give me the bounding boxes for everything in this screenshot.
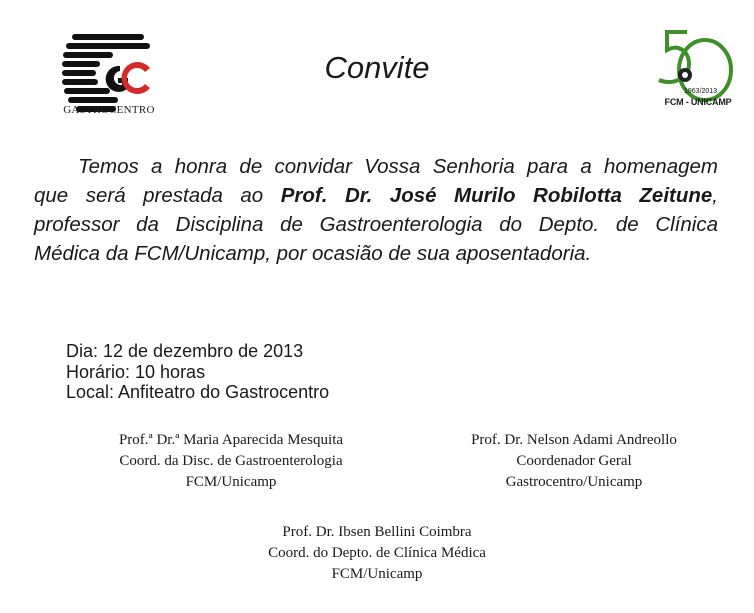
invitation-line-1: Temos a honra de convidar Vossa Senhoria para a homenagem xyxy=(78,155,718,178)
gastrocentro-caption: GASTROCENTRO xyxy=(63,104,155,116)
invitation-line-2-post: , xyxy=(712,184,718,207)
event-location: Local: Anfiteatro do Gastrocentro xyxy=(66,382,330,402)
event-time: Horário: 10 horas xyxy=(66,362,206,382)
signature-right-name: Prof. Dr. Nelson Adami Andreollo xyxy=(471,432,677,448)
signature-left-name: Prof.ª Dr.ª Maria Aparecida Mesquita xyxy=(118,432,344,448)
signature-right xyxy=(440,430,708,493)
signature-right-org: Gastrocentro/Unicamp xyxy=(505,474,643,490)
invitation-line-3: professor da Disciplina de Gastroenterologia do Depto. de Clínica xyxy=(34,213,718,236)
invitation-line-2 xyxy=(34,182,718,210)
page-title: Convite xyxy=(324,50,430,85)
event-date: Dia: 12 de dezembro de 2013 xyxy=(66,341,304,361)
signature-bottom xyxy=(226,522,528,585)
signature-bottom-role: Coord. do Depto. de Clínica Médica xyxy=(268,545,486,561)
invitation-line-2-pre: que será prestada ao xyxy=(34,184,281,207)
signature-bottom-name: Prof. Dr. Ibsen Bellini Coimbra xyxy=(282,524,472,540)
signature-left-org: FCM/Unicamp xyxy=(185,474,277,490)
invitation-line-4: Médica da FCM/Unicamp, por ocasião de sua aposentadoria. xyxy=(34,242,592,265)
signature-left xyxy=(78,430,384,493)
signature-right-role: Coordenador Geral xyxy=(516,453,632,469)
honoree-name: Prof. Dr. José Murilo Robilotta Zeitune xyxy=(280,184,713,207)
fcm-unicamp-caption: FCM - UNICAMP xyxy=(664,97,732,107)
signature-left-role: Coord. da Disc. de Gastroenterologia xyxy=(119,453,343,469)
signature-bottom-org: FCM/Unicamp xyxy=(331,566,423,582)
fcm-years-text: 1963/2013 xyxy=(684,88,718,95)
